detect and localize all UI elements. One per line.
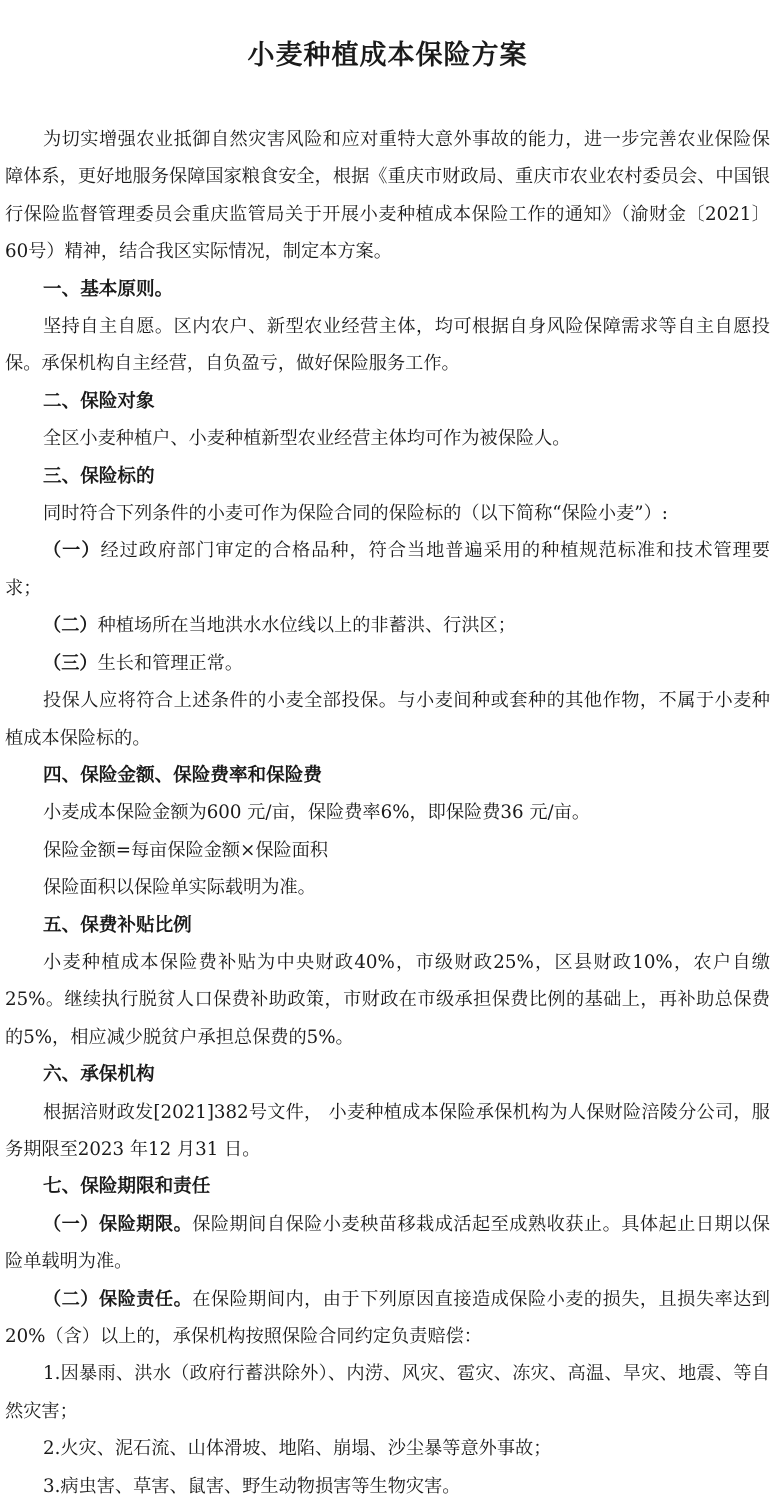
subject-intro-paragraph: 同时符合下列条件的小麦可作为保险合同的保险标的（以下简称“保险小麦”）: bbox=[43, 503, 668, 525]
amount-line: 小麦成本保险金额为600 元/亩，保险费率6%，即保险费36 元/亩。 bbox=[43, 802, 591, 824]
item-text: 种植场所在当地洪水水位线以上的非蓄洪、行洪区； bbox=[97, 615, 516, 637]
amount-line: 保险面积以保险单实际载明为准。 bbox=[43, 877, 316, 899]
item-marker: （一） bbox=[43, 540, 101, 562]
subject-note-paragraph: 投保人应将符合上述条件的小麦全部投保。与小麦间种或套种的其他作物，不属于小麦种植成本保险标的。 bbox=[5, 690, 770, 749]
amount-line: 保险金额=每亩保险金额×保险面积 bbox=[43, 839, 329, 861]
section-heading-subsidy: 五、保费补贴比例 bbox=[43, 914, 192, 936]
section-heading-period-liability: 七、保险期限和责任 bbox=[43, 1176, 211, 1198]
liability-lead: （二）保险责任。 bbox=[43, 1288, 193, 1310]
section-heading-insured: 二、保险对象 bbox=[43, 390, 155, 412]
document-title: 小麦种植成本保险方案 bbox=[247, 40, 528, 71]
section-heading-insurer: 六、承保机构 bbox=[43, 1064, 155, 1086]
subject-condition-item bbox=[5, 607, 770, 644]
intro-paragraph: 为切实增强农业抵御自然灾害风险和应对重特大意外事故的能力，进一步完善农业保险保障体系，更好地服务保障国家粮食安全，根据《重庆市财政局、重庆市农业农村委员会、中国银行保险监督管理委员会重庆监管局关于开展小麦种植成本保险工作的通知》（渝财金〔2021〕60号）精神，结合我区实际情况，制定本方案。 bbox=[5, 129, 770, 263]
item-text: 经过政府部门审定的合格品种，符合当地普遍采用的种植规范标准和技术管理要求； bbox=[5, 540, 770, 599]
principles-paragraph: 坚持自主自愿。区内农户、新型农业经营主体，均可根据自身风险保障需求等自主自愿投保。承保机构自主经营，自负盈亏，做好保险服务工作。 bbox=[5, 316, 770, 375]
item-marker: （三） bbox=[43, 652, 98, 674]
cause-list-item: 3.病虫害、草害、鼠害、野生动物损害等生物灾害。 bbox=[43, 1475, 461, 1497]
insurer-paragraph: 根据涪财政发[2021]382号文件， 小麦种植成本保险承保机构为人保财险涪陵分公司，服务期限至2023 年12 月31 日。 bbox=[5, 1101, 770, 1160]
subsidy-paragraph: 小麦种植成本保险费补贴为中央财政40%，市级财政25%，区县财政10%，农户自缴25%。继续执行脱贫人口保费补助政策，市财政在市级承担保费比例的基础上，再补助总保费的5%，相应减少脱贫户承担总保费的5%。 bbox=[5, 951, 770, 1048]
subject-condition-item bbox=[5, 645, 770, 682]
section-heading-principles: 一、基本原则。 bbox=[43, 278, 174, 300]
cause-list-item: 1.因暴雨、洪水（政府行蓄洪除外）、内涝、风灾、雹灾、冻灾、高温、旱灾、地震、等自然灾害； bbox=[5, 1363, 770, 1422]
liability-paragraph bbox=[5, 1281, 770, 1356]
liability-text: 在保险期间内，由于下列原因直接造成保险小麦的损失，且损失率达到20%（含）以上的，承保机构按照保险合同约定负责赔偿： bbox=[5, 1288, 770, 1347]
item-marker: （二） bbox=[43, 615, 98, 637]
section-heading-amount: 四、保险金额、保险费率和保险费 bbox=[43, 764, 322, 786]
section-heading-subject: 三、保险标的 bbox=[43, 465, 155, 487]
insured-paragraph: 全区小麦种植户、小麦种植新型农业经营主体均可作为被保险人。 bbox=[43, 428, 571, 450]
subject-condition-item bbox=[5, 532, 770, 607]
period-paragraph bbox=[5, 1206, 770, 1281]
cause-list-item: 2.火灾、泥石流、山体滑坡、地陷、崩塌、沙尘暴等意外事故； bbox=[43, 1438, 552, 1460]
item-text: 生长和管理正常。 bbox=[97, 652, 244, 674]
period-lead: （一）保险期限。 bbox=[43, 1213, 193, 1235]
period-text: 保险期间自保险小麦秧苗移栽成活起至成熟收获止。具体起止日期以保险单载明为准。 bbox=[5, 1213, 770, 1273]
